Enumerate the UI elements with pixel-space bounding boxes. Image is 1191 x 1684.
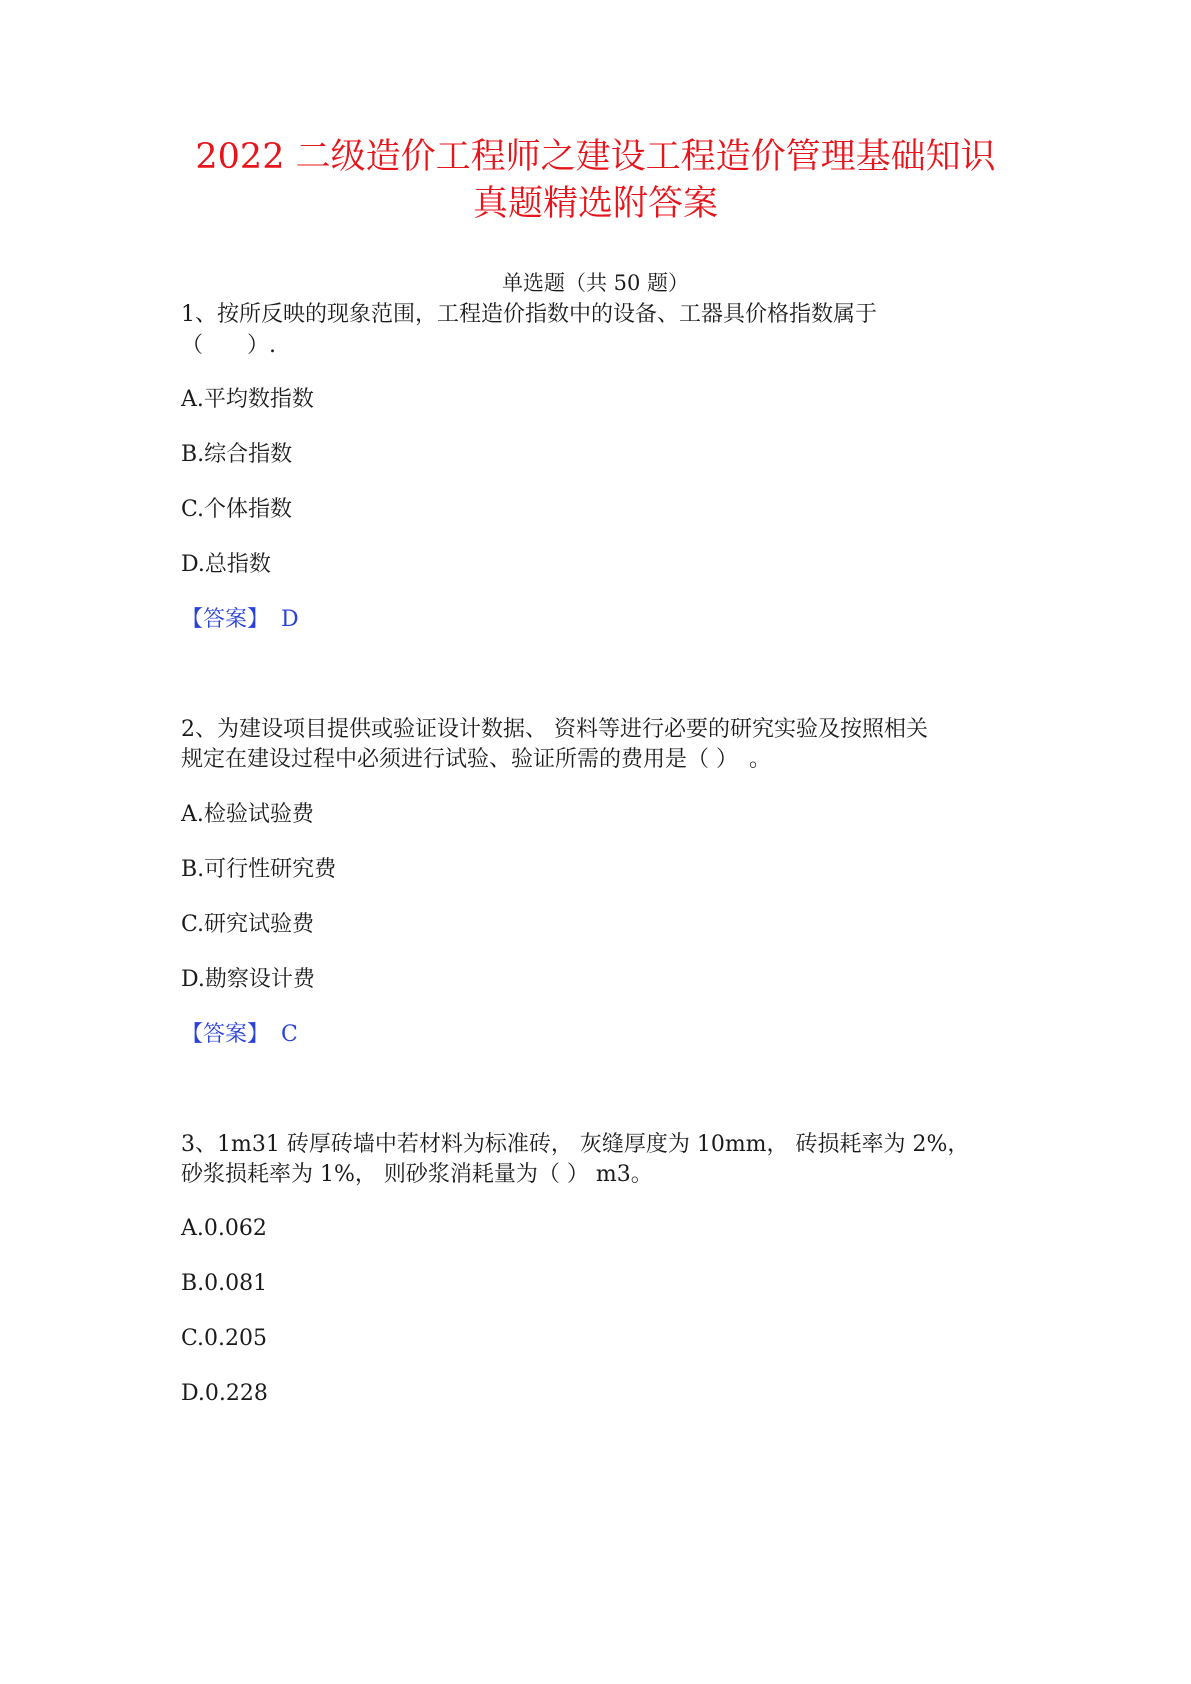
question-2-option-b: B.可行性研究费	[181, 857, 337, 882]
question-2-option-a: A.检验试验费	[181, 802, 314, 827]
section-heading: 单选题（共 50 题）	[501, 271, 690, 295]
question-1-option-d: D.总指数	[181, 552, 271, 577]
question-3-option-b: B.0.081	[181, 1271, 268, 1296]
answer-label: 【答案】	[181, 1022, 270, 1047]
document-title-line1: 2022 二级造价工程师之建设工程造价管理基础知识	[195, 137, 996, 177]
document-title-line2: 真题精选附答案	[472, 184, 718, 224]
question-1-answer	[181, 605, 299, 635]
question-1-option-b: B.综合指数	[181, 442, 293, 467]
answer-value: D	[281, 607, 299, 632]
question-3-option-d: D.0.228	[181, 1381, 268, 1406]
question-3-stem-line2: 砂浆损耗率为 1%， 则砂浆消耗量为（ ） m3。	[181, 1162, 653, 1187]
question-1-option-c: C.个体指数	[181, 497, 293, 522]
question-2-option-d: D.勘察设计费	[181, 967, 315, 992]
question-2-stem-line1: 2、为建设项目提供或验证设计数据、 资料等进行必要的研究实验及按照相关	[181, 717, 928, 742]
question-2-answer	[181, 1020, 298, 1050]
question-2-stem-line2: 规定在建设过程中必须进行试验、验证所需的费用是（ ） 。	[181, 747, 771, 772]
answer-value: C	[281, 1022, 298, 1047]
question-1-stem-line2: （ ）.	[181, 333, 276, 358]
question-2-option-c: C.研究试验费	[181, 912, 315, 937]
question-3-stem-line1: 3、1m31 砖厚砖墙中若材料为标准砖， 灰缝厚度为 10mm， 砖损耗率为 2%，	[181, 1132, 970, 1157]
question-3-option-a: A.0.062	[181, 1216, 267, 1241]
answer-label: 【答案】	[181, 607, 270, 632]
question-1-stem-line1: 1、按所反映的现象范围，工程造价指数中的设备、工器具价格指数属于	[181, 302, 877, 327]
question-3-option-c: C.0.205	[181, 1326, 268, 1351]
question-1-option-a: A.平均数指数	[181, 387, 314, 412]
